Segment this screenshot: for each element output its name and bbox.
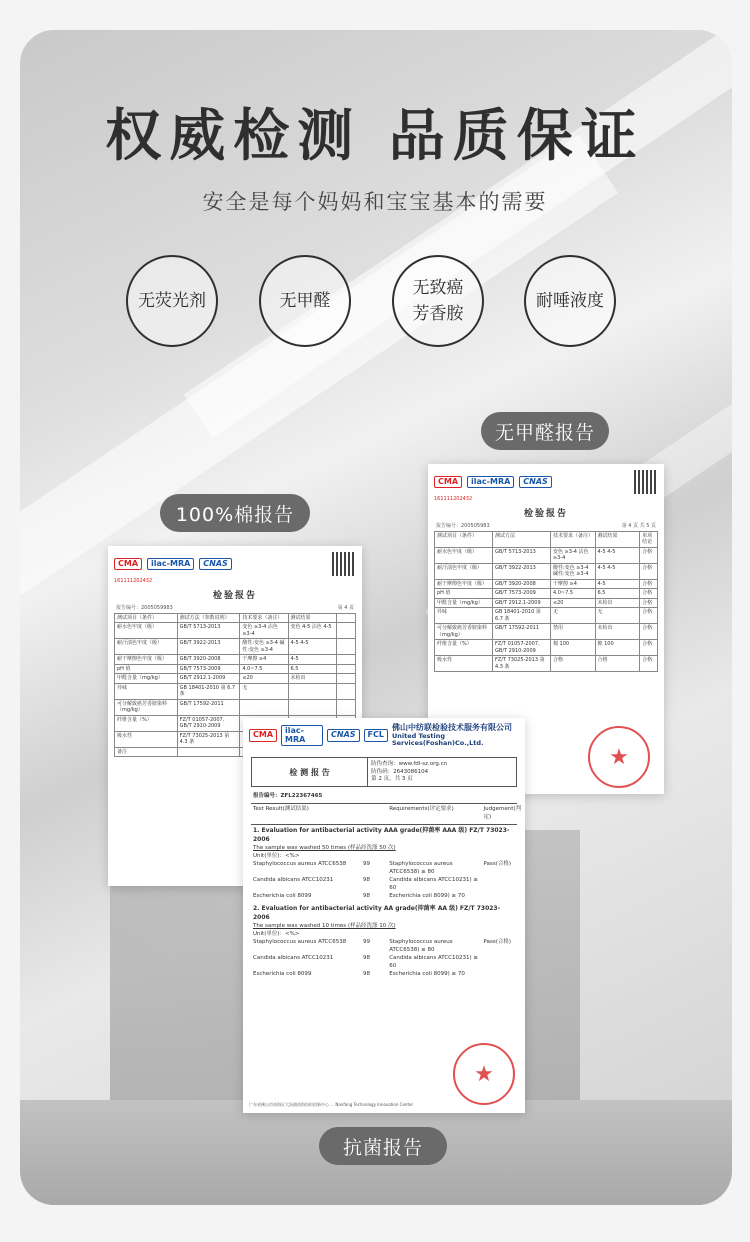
requirement: Escherichia coli 8099) ≥ 70 [389,893,465,900]
table-cell: 4-5 [289,655,337,664]
cert-logos [108,546,362,578]
star-icon: ★ [474,1061,494,1087]
table-cell [337,700,356,715]
cert-logos [428,464,664,496]
table-cell [178,748,241,757]
table-cell: 合格 [640,580,658,589]
table-cell: FZ/T 73025-2013 第 4.3 条 [178,732,241,747]
table-cell: 6.5 [596,589,641,598]
table-cell: GB/T 17592-2011 [178,700,241,715]
table-cell: 纤维含量（%） [435,640,493,655]
table-cell: 异味 [435,608,493,623]
table-cell: GB/T 5713-2013 [178,623,241,638]
table-row [435,656,658,672]
table-cell: 耐干摩擦色牢度（级） [115,655,178,664]
table-cell: 4.0~7.5 [551,589,596,598]
table-cell [337,665,356,674]
organism: Staphylococcus aureus ATCC6538 [253,861,347,868]
report-page: 第 4 页 [337,604,354,611]
report-page: 第 4 页 共 5 页 [621,522,656,529]
section-unit: Unit(单位)：<%> [253,930,300,937]
section-heading: 2. Evaluation for antibacterial activity AA grade(抑菌率 AA 级) FZ/T 73023-2006 [253,905,501,922]
table-cell: GB/T 17592-2011 [493,624,551,639]
table-cell: 技术要求（备注） [240,614,288,623]
organism: Staphylococcus aureus ATCC6538 [253,938,347,945]
formaldehyde-report-label: 无甲醛报告 [481,412,609,450]
table-cell: GB/T 2912.1-2009 [178,674,241,683]
table-cell: 合格 [640,589,658,598]
table-cell: 无 [551,608,596,623]
table-cell: GB/T 5713-2013 [493,548,551,563]
table-cell: 6.5 [289,665,337,674]
table-row [115,674,356,684]
result-row [253,971,515,979]
table-cell: 合格 [640,599,658,608]
table-cell: 变色 ≥3-4 沾色 ≥3-4 [551,548,596,563]
table-cell: 合格 [640,564,658,579]
result-row [253,893,515,901]
table-cell: FZ/T 01057-2007、GB/T 2910-2009 [493,640,551,655]
table-header [115,614,356,624]
table-cell: 技术要求（备注） [551,532,596,547]
table-cell: 4-5 4-5 [289,639,337,654]
page-title: 权威检测 品质保证 [105,104,645,169]
table-cell: 甲醛含量（mg/kg） [435,599,493,608]
table-cell: 未检出 [596,624,641,639]
table-cell: 4.0~7.5 [240,665,288,674]
table-cell: 4-5 4-5 [596,548,641,563]
result-row [253,861,515,877]
cnas-logo: CNAS [327,729,360,742]
result-section [243,903,525,981]
badge-no-fluorescent: 无荧光剂 [126,255,218,347]
org-name [392,723,519,748]
cma-logo: CMA [114,558,142,571]
table-cell: 可分解致癌芳香胺染料（mg/kg） [435,624,493,639]
page-subtitle: 安全是每个妈妈和宝宝基本的需要 [202,190,548,214]
table-cell: 4-5 [596,580,641,589]
requirement: Candida albicans ATCC10231) ≥ 60 [389,954,479,969]
organism: Escherichia coli 8099 [253,893,312,900]
table-cell: 异味 [115,684,178,699]
table-row [115,665,356,675]
table-cell: 测试结果 [289,614,337,623]
table-cell: 4-5 4-5 [596,564,641,579]
table-cell: 单项结论 [640,532,658,547]
ilac-logo: ilac-MRA [467,476,514,489]
table-cell: 变色 4-5 沾色 4-5 [289,623,337,638]
table-cell [337,674,356,683]
table-cell: 棉 100 [596,640,641,655]
table-cell: 合格 [596,656,641,671]
result-row [253,955,515,971]
table-cell: 耐汗渍色牢度（级） [115,639,178,654]
table-row [115,655,356,665]
cotton-report-label: 100%棉报告 [160,494,310,532]
table-cell: 测试方法 [493,532,551,547]
badge-saliva-fastness: 耐唾液度 [524,255,616,347]
table-row [435,548,658,564]
table-cell: 备注 [115,748,178,757]
table-cell [337,684,356,699]
section-subheading: The sample was washed 10 times (样品经洗涤 10 次) [253,923,396,930]
organism: Candida albicans ATCC10231 [253,877,334,884]
badge-no-carcinogenic-amine: 无致癌 芳香胺 [392,255,484,347]
col-header: Judgement(判定) [483,806,522,821]
table-row [115,700,356,716]
table-cell [337,639,356,654]
badge-no-formaldehyde: 无甲醛 [259,255,351,347]
result-row [253,877,515,893]
col-header: Requirements(评定要求) [389,806,454,813]
table-cell: GB/T 3920-2008 [178,655,241,664]
cma-logo: CMA [249,729,277,742]
report-footer: 广东省佛山市南海区大沥镇南海纺织创新中心 ... Nanfang Technology Innovation Center [249,1101,414,1107]
qr-code-icon [332,552,356,576]
org-header [243,718,525,753]
table-cell: 测试结果 [596,532,641,547]
table-cell: GB/T 3920-2008 [493,580,551,589]
judgement [484,893,515,901]
report-meta [428,522,664,529]
official-stamp [453,1043,515,1105]
table-cell: 干摩擦 ≥4 [551,580,596,589]
org-name-cn: 佛山中纺联检验技术服务有限公司 [391,723,512,732]
table-cell: 测试项目（条件） [115,614,178,623]
table-cell: 合格 [640,624,658,639]
ilac-logo: ilac-MRA [147,558,194,571]
table-cell: pH 值 [435,589,493,598]
table-cell: 合格 [551,656,596,671]
cma-logo: CMA [434,476,462,489]
organism: Escherichia coli 8099 [253,970,312,977]
judgement [484,877,515,893]
cnas-logo: CNAS [199,558,232,571]
table-cell: 耐水色牢度（级） [115,623,178,638]
requirement: Staphylococcus aureus ATCC6538) ≥ 80 [389,861,453,876]
table-cell: 合格 [640,608,658,623]
table-cell: 干摩擦 ≥4 [240,655,288,664]
section-subheading: The sample was washed 50 times (样品经洗涤 50 次) [253,845,396,852]
cnas-logo: CNAS [519,476,552,489]
report-box [251,757,517,787]
report-meta [108,604,362,611]
cma-number: 161111202432 [434,496,473,502]
table-row [435,624,658,640]
table-cell: 测试方法（参数说明） [178,614,241,623]
section-heading: 1. Evaluation for antibacterial activity AAA grade(抑菌率 AAA 级) FZ/T 73023-2006 [253,827,510,844]
table-cell: 耐水色牢度（级） [435,548,493,563]
table-cell: 酸性:变色 ≥3-4 碱性:变色 ≥3-4 [551,564,596,579]
table-cell: GB/T 7573-2009 [493,589,551,598]
table-row [115,684,356,700]
table-cell: GB 18401-2010 第 6.7 条 [178,684,241,699]
result-header [251,803,522,825]
results-table [434,531,658,673]
table-cell: 吸水性 [115,732,178,747]
table-cell: 禁用 [551,624,596,639]
table-cell: 测试项目（条件） [435,532,493,547]
table-row [435,589,658,599]
qr-code-icon [634,470,658,494]
table-cell [337,614,356,623]
table-cell: 合格 [640,640,658,655]
cma-number: 161111202432 [114,578,153,584]
official-stamp [588,726,650,788]
antibacterial-report-label: 抗菌报告 [319,1127,447,1165]
star-icon: ★ [609,744,629,770]
judgement [484,971,515,979]
result-value: 98 [363,970,371,977]
table-cell: FZ/T 73025-2013 第 4.3 条 [493,656,551,671]
table-cell: 甲醛含量（mg/kg） [115,674,178,683]
table-cell: 合格 [640,548,658,563]
table-cell [289,684,337,699]
table-cell: pH 值 [115,665,178,674]
table-cell: 无 [240,684,288,699]
result-value: 98 [363,893,371,900]
table-cell: 合格 [640,656,658,671]
table-header [435,532,658,548]
fcl-logo: FCL [364,729,388,742]
report-title: 检验报告 [523,508,568,519]
requirement: Staphylococcus aureus ATCC6538) ≥ 80 [389,938,453,953]
col-header: Test Result(测试结果) [253,806,309,813]
report-number: 报告编号：2005059983 [116,604,173,611]
antibacterial-report-document [243,718,525,1113]
requirement: Escherichia coli 8099) ≥ 70 [389,970,465,977]
table-cell: ≤20 [240,674,288,683]
table-cell: 变色 ≥3-4 沾色 ≥3-4 [240,623,288,638]
table-cell: GB/T 7573-2009 [178,665,241,674]
table-cell: 无 [596,608,641,623]
table-cell: 酸性:变色 ≥3-4 碱性:变色 ≥3-4 [240,639,288,654]
table-cell: 未检出 [289,674,337,683]
table-row [435,599,658,609]
table-cell [337,623,356,638]
table-cell [337,655,356,664]
table-row [435,564,658,580]
table-cell: 棉 100 [551,640,596,655]
table-row [435,640,658,656]
table-row [115,639,356,655]
table-cell: GB/T 3922-2013 [493,564,551,579]
verify-code: 防伪码：2643086104 [371,768,429,775]
verify-url: 防伪查询：www.fdl-sz.org.cn [371,761,448,768]
judgement [484,955,515,971]
table-cell: GB/T 3922-2013 [178,639,241,654]
table-cell: FZ/T 01057-2007、GB/T 2910-2009 [178,716,241,731]
judgement: Pass(合格) [483,938,511,945]
table-row [115,623,356,639]
table-cell: 可分解致癌芳香胺染料（mg/kg） [115,700,178,715]
requirement: Candida albicans ATCC10231) ≥ 60 [389,877,479,892]
table-row [435,580,658,590]
org-name-en: United Testing Services(Foshan)Co.,Ltd. [391,731,484,748]
table-cell: 吸水性 [435,656,493,671]
table-cell [289,700,337,715]
result-value: 98 [363,877,371,884]
result-value: 99 [363,861,371,868]
table-cell: GB/T 2912.1-2009 [493,599,551,608]
table-cell: 耐干摩擦色牢度（级） [435,580,493,589]
table-cell: 耐汗渍色牢度（级） [435,564,493,579]
ilac-logo: ilac-MRA [281,725,323,747]
report-title: 检验报告 [212,590,257,601]
section-unit: Unit(单位)：<%> [253,853,300,860]
result-value: 99 [363,938,371,945]
judgement: Pass(合格) [483,861,511,868]
table-cell: GB 18401-2010 第 6.7 条 [493,608,551,623]
report-number: 报告编号：ZFL22367465 [253,793,323,800]
table-row [435,608,658,624]
report-number: 报告编号：200505983 [436,522,490,529]
organism: Candida albicans ATCC10231 [253,954,334,961]
table-cell [240,700,288,715]
table-cell: 未检出 [596,599,641,608]
result-value: 98 [363,954,371,961]
result-row [253,939,515,955]
page-info: 第 2 页，共 3 页 [371,776,413,783]
table-cell: 纤维含量（%） [115,716,178,731]
report-box-info [368,758,516,786]
report-box-title: 检 测 报 告 [252,758,368,786]
result-section [243,825,525,903]
table-cell: ≤20 [551,599,596,608]
